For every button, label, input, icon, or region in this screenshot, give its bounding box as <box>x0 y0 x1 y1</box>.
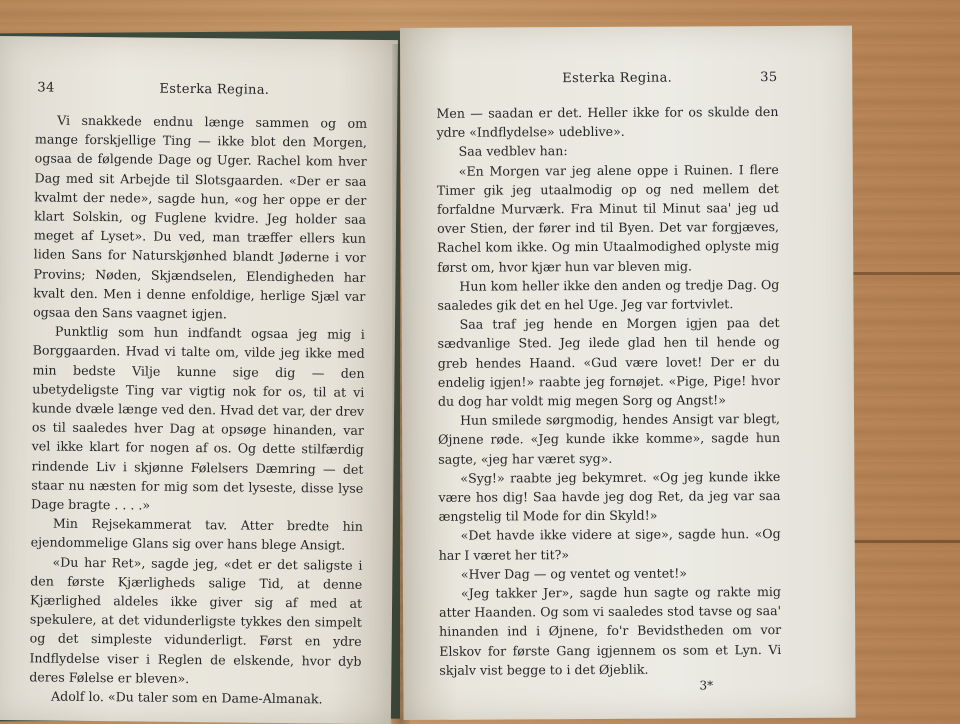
page-body <box>29 110 367 709</box>
page-body <box>436 102 781 680</box>
running-head: Esterka Regina. <box>159 81 270 98</box>
paragraph: Vi snakkede endnu længe sammen og om mange forskjellige Ting — ikke blot den Morgen, ogsaa de følgende Dage og Uger. Rachel kom hver Dag med sit Arbejde til Slotsgaarden. «Der er saa kvalmt der nede», sagde hun, «og her oppe er der klart Solskin, og Fuglene kvidre. Jeg holder saa meget af Lyset». Du ved, man træffer ellers kun liden Sans for Naturskjønhed blandt Jøderne i vor Provins; Nøden, Skjændselen, Elendigheden har kvalt den. Men i denne enfoldige, herlige Sjæl var ogsaa den Sans vaagnet igjen. <box>33 112 368 322</box>
paragraph: «En Morgen var jeg alene oppe i Ruinen. I flere Timer gik jeg utaalmodig op og ned mellem det forfaldne Murværk. Fra Minut til Minut saa' jeg ud over Stien, der fører ind til Byen. Det var forgjæves, Rachel kom ikke. Og min Utaalmodighed oplyste mig først om, hvor kjær hun var bleven mig. <box>436 161 780 275</box>
paragraph: Men — saadan er det. Heller ikke for os skulde den ydre «Indflydelse» udeblive». <box>436 104 779 141</box>
paragraph: «Det havde ikke videre at sige», sagde hun. «Og har I været her tit?» <box>438 526 781 563</box>
signature-mark: 3* <box>699 678 714 693</box>
running-head: Esterka Regina. <box>562 70 673 87</box>
paragraph: «Hver Dag — og ventet og ventet!» <box>460 565 688 582</box>
paragraph: Min Rejsekammerat tav. Atter bredte hin ejendommelige Glans sig over hans blege Ansigt. <box>30 515 363 554</box>
paragraph: «Jeg takker Jer», sagde hun sagte og rakte mig atter Haanden. Og som vi saaledes stod tavse og saa' hinanden ind i Øjnene, fo'r Bevidstheden om vor Elskov for første Gang igjennem os som et Lyn. Vi skjalv vist begge to i det Øjeblik. <box>439 584 782 678</box>
paragraph: Saa traf jeg hende en Morgen igjen paa det sædvanlige Sted. Jeg ilede glad hen til hende og greb hendes Haand. «Gud være lovet! Der er du endelig igjen!» raabte jeg fornøjet. «Pige, Pige! hvor du dog har voldt mig megen Sorg og Angst!» <box>437 315 780 409</box>
paragraph: Hun kom heller ikke den anden og tredje Dag. Og saaledes gik det en hel Uge. Jeg var fortvivlet. <box>437 276 780 313</box>
right-page <box>400 26 856 720</box>
page-number: 34 <box>37 80 55 96</box>
open-book <box>0 24 860 720</box>
paragraph: Punktlig som hun indfandt ogsaa jeg mig i Borggaarden. Hvad vi talte om, vilde jeg ikke med min bedste Vilje kunne sige dig — den ubetydeligste Ting var vigtig nok for os, til at vi kunde dvæle længe ved den. Hvad det var, der drev os til saaledes hver Dag at opsøge hinanden, var vel ikke klart for nogen af os. Og dette stilfærdig rindende Liv i skjønne Følelsers Dæmring — det staar nu næsten for mig som det lyseste, disse lyse Dage bragte . . . .» <box>31 323 365 513</box>
page-number: 35 <box>760 70 778 86</box>
paragraph: Saa vedblev han: <box>458 143 568 160</box>
left-page <box>0 36 398 724</box>
paragraph: «Syg!» raabte jeg bekymret. «Og jeg kunde ikke være hos dig! Saa havde jeg dog Ret, da jeg var saa ængstelig til Mode for din Skyld!» <box>438 468 781 525</box>
paragraph: Adolf lo. «Du taler som en Dame-Almanak. <box>51 688 323 707</box>
paragraph: «Du har Ret», sagde jeg, «det er det saligste i den første Kjærligheds salige Tid, at denne Kjærlighed aldeles ikke giver sig af med at spekulere, at det vidunderligste tykkes den simpelt og det simpleste vidunderligt. Først en ydre Indflydelse viser i Reglen de elskende, hvor dyb deres Følelse er bleven». <box>29 554 363 686</box>
paragraph: Hun smilede sørgmodig, hendes Ansigt var blegt, Øjnene røde. «Jeg kunde ikke komme», sagde hun sagte, «jeg har været syg». <box>438 411 781 467</box>
